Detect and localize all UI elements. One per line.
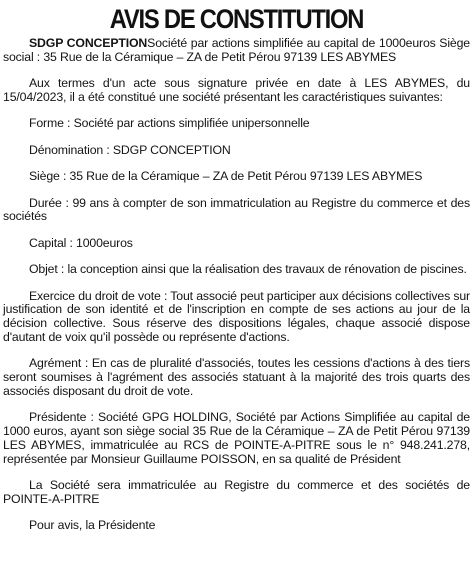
vote-paragraph: Exercice du droit de vote : Tout associé peut participer aux décisions collectives sur justification de son identité et de l'inscription en compte de ses actions au jour de la décision collective. Sous réserve des dispositions légales, chaque associé dispose d'autant de voix qu'il possède ou représente d'actions. — [3, 288, 470, 344]
capital-paragraph: Capital : 1000euros — [29, 235, 133, 250]
immatriculation-paragraph: La Société sera immatriculée au Registre du commerce et des sociétés de POINTE-A-PITRE — [3, 478, 470, 506]
duree-paragraph: Durée : 99 ans à compter de son immatriculation au Registre du commerce et des sociétés — [3, 195, 470, 224]
agrement-paragraph: Agrément : En cas de pluralité d'associés, toutes les cessions d'actions à des tiers seront soumises à l'agrément des associés statuant à la majorité des trois quarts des associés disposant du droit de vote. — [3, 356, 470, 398]
forme-paragraph: Forme : Société par actions simplifiée unipersonnelle — [29, 116, 310, 131]
company-name: SDGP CONCEPTION — [29, 36, 148, 50]
signature-line: Pour avis, la Présidente — [29, 518, 156, 533]
objet-paragraph: Objet : la conception ainsi que la réalisation des travaux de rénovation de piscines. — [29, 262, 467, 277]
president-paragraph: Présidente : Société GPG HOLDING, Société par Actions Simplifiée au capital de 1000 euros, ayant son siège social 35 Rue de la Céramique – ZA de Petit Pérou 97139 LES ABYMES, immatriculée au RCS de POINTE-A-PITRE sous le n° 948.241.278, représentée par Monsieur Guillaume POISSON, en sa qualité de Président — [3, 410, 470, 466]
siege-paragraph: Siège : 35 Rue de la Céramique – ZA de Petit Pérou 97139 LES ABYMES — [29, 169, 423, 184]
company-intro-text: Société par actions simplifiée au capital de 1000euros Siège social : 35 Rue de la Céramique – ZA de Petit Pérou 97139 LES ABYMES — [3, 36, 470, 64]
denomination-paragraph: Dénomination : SDGP CONCEPTION — [29, 142, 231, 157]
company-intro-paragraph — [3, 37, 470, 65]
deed-paragraph: Aux termes d'un acte sous signature privée en date à LES ABYMES, du 15/04/2023, il a été constitué une société présentant les caractéristiques suivantes: — [3, 76, 470, 104]
notice-title: AVIS DE CONSTITUTION — [109, 4, 364, 34]
